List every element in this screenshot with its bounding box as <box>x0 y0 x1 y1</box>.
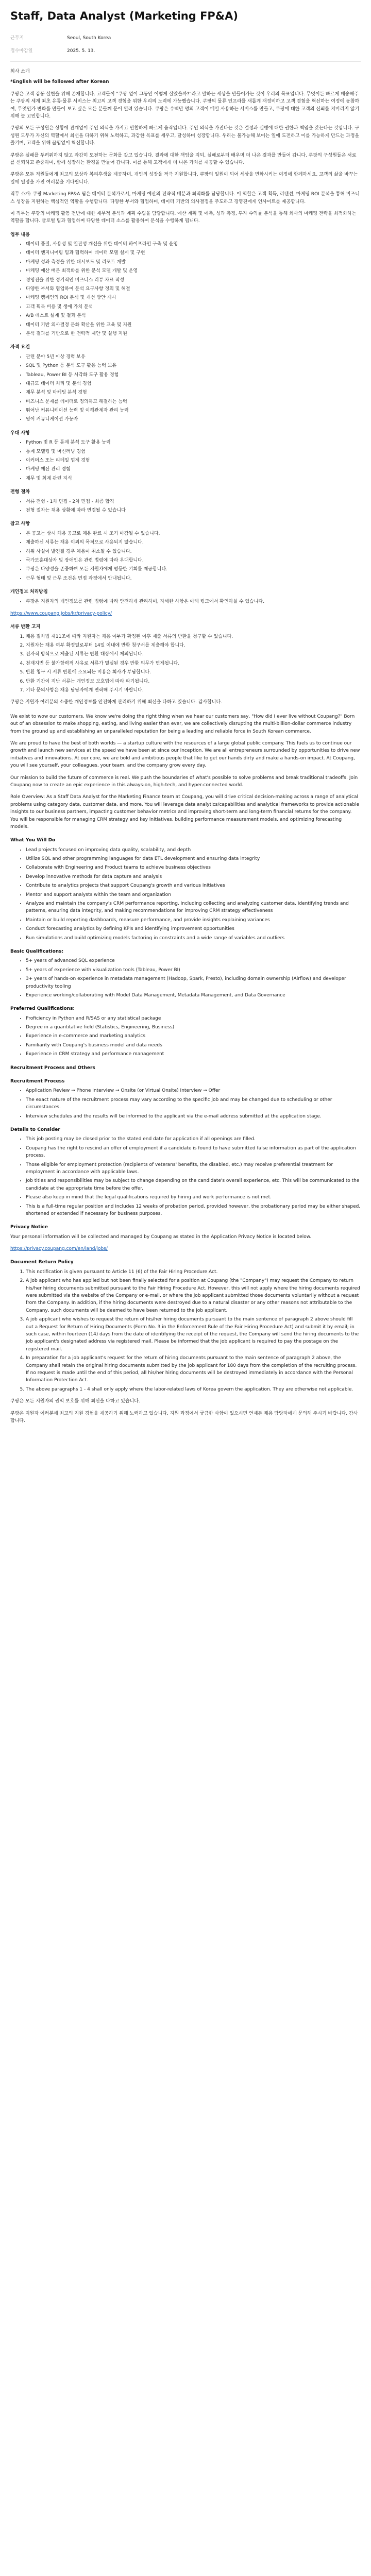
list-item: • Please also keep in mind that the legal qualifications required by hiring and work performance is not met. <box>26 1194 361 1201</box>
list-item: • Mentor and support analysts within the team and organization <box>26 891 361 899</box>
process-list <box>10 498 361 515</box>
recruitment-subheading: Recruitment Process <box>10 1079 65 1084</box>
about-paragraph: Our mission to build the future of commerce is real. We push the boundaries of what's possible to solve problems and break traditional tradeoffs. Join Coupang now to create an epic experience in this always-on, high-tech, and hyper-connected world. <box>10 775 358 788</box>
meta-value: Seoul, South Korea <box>67 36 111 41</box>
slogan: *English will be followed after Korean <box>10 79 109 85</box>
duties-heading: 업무 내용 <box>10 232 30 238</box>
privacy-link[interactable]: https://www.coupang.jobs/kr/privacy-policy/ <box>10 611 112 616</box>
about-paragraph: 쿠팡은 실패를 두려워하지 않고 과감히 도전하는 문화를 갖고 있습니다. 결과에 대한 책임을 지되, 실패로부터 배우며 더 나은 결과를 만들어 갑니다. 쿠팡의 구성원들은 서로를 신뢰하고 존중하며, 함께 성장하는 환경을 만들어 갑니다. 이를 통해 고객에게 더 나은 가치를 제공할 수 있습니다. <box>10 152 357 165</box>
list-item: 2. 지원자는 채용 여부 확정일로부터 14일 이내에 반환 청구서를 제출해야 합니다. <box>26 642 361 649</box>
privacy-link-wrap <box>10 610 361 617</box>
list-item: • 5+ years of experience with visualization tools (Tableau, Power BI) <box>26 967 361 974</box>
list-item: 3. 전자적 방식으로 제출된 서류는 반환 대상에서 제외됩니다. <box>26 651 361 658</box>
meta-value: 2025. 5. 13. <box>67 48 95 54</box>
privacy-text: Your personal information will be collected and managed by Coupang as stated in the Application Privacy Notice is located below. <box>10 1234 312 1240</box>
requirements-heading: Basic Qualifications: <box>10 948 64 954</box>
list-item: • 마케팅 예산 관리 경험 <box>26 466 361 473</box>
list-item: 4. 천재지변 등 불가항력적 사유로 서류가 멸실된 경우 반환 의무가 면제됩니다. <box>26 660 361 667</box>
list-item: • Collaborate with Engineering and Product teams to achieve business objectives <box>26 864 361 871</box>
about-paragraph: 쿠팡의 모든 구성원은 상황에 관계없이 주인 의식을 가지고 민첩하게 빠르게 움직입니다. 주인 의식을 가진다는 것은 결정과 실행에 대한 권한과 책임을 갖는다는 것입니다. 구성원 모두가 자신의 역할에서 최선을 다하기 위해 노력하고, 과감한 목표를 세우고, 달성하며 성장합니다. 우리는 불가능해 보이는 일에 도전하고 이를 가능하게 만드는 과정을 즐기며, 고객을 위해 끊임없이 혁신합니다. <box>10 126 360 146</box>
list-item: • Python 및 R 등 통계 분석 도구 활용 능력 <box>26 439 361 446</box>
list-item: 3. A job applicant who wishes to request the return of his/her hiring documents pursuant to the main sentence of paragraph 2 above should fill out a Request for Return of Hiring Documents (Form No. 3 in the Enforcement Rule of the Fair Hiring Procedure Act) and submit it by email; in such case, within fourteen (14) days from the date of identifying the receipt of the request, the Company will send the hiring documents to the job applicant's designated address via registered mail. Please be informed that the job applicant is required to pay the postage on the registered mail. <box>26 1316 361 1353</box>
role-paragraph: Role Overview: As a Staff Data Analyst for the Marketing Finance team at Coupang, you will drive critical decision-making across a range of analytical problems using category data, customer data, and more. You will leverage data analytics/capabilities and analytical frameworks to provide actionable insights to our business partners, impacting customer behavior metrics and improving short-term and long-term financial returns for the company. You will be responsible for managing CRM strategy and key initiatives, building performance measurement models, and optimizing forecasting models. <box>10 794 360 829</box>
list-item: • 재무 분석 및 마케팅 분석 경험 <box>26 389 361 396</box>
list-item: • 재무 및 회계 관련 지식 <box>26 475 361 482</box>
list-item: • 대규모 데이터 처리 및 분석 경험 <box>26 380 361 387</box>
list-item: • Conduct forecasting analytics by defining KPIs and identifying improvement opportunities <box>26 925 361 933</box>
privacy-list <box>10 598 361 605</box>
requirements-heading: 자격 요건 <box>10 345 30 350</box>
preferred-heading: Preferred Qualifications: <box>10 1006 75 1012</box>
list-item: 5. The above paragraphs 1 - 4 shall only apply where the labor-related laws of Korea govern the application. They are otherwise not applicable. <box>26 1386 361 1393</box>
divider <box>10 61 361 62</box>
list-item: • Tableau, Power BI 등 시각화 도구 활용 경험 <box>26 371 361 379</box>
list-item: 1. This notification is given pursuant to Article 11 (6) of the Fair Hiring Procedure Act. <box>26 1268 361 1276</box>
list-item: • 전형 절차는 채용 상황에 따라 변경될 수 있습니다 <box>26 507 361 514</box>
details-heading: Details to Consider <box>10 1127 60 1132</box>
list-item: • Develop innovative methods for data capture and analysis <box>26 873 361 880</box>
closing-paragraph: 쿠팡은 모든 지원자의 권익 보호를 위해 최선을 다하고 있습니다. <box>10 1399 140 1404</box>
meta-key: 근무지 <box>10 36 24 41</box>
meta-key: 접수마감일 <box>10 48 33 54</box>
list-item: • Those eligible for employment protection (recipients of veterans' benefits, the disabled, etc.) may receive preferential treatment for employment in accordance with applicable laws. <box>26 1161 361 1176</box>
list-item: • 마케팅 예산 배분 최적화를 위한 분석 모델 개발 및 운영 <box>26 267 361 275</box>
meta-row-location <box>10 32 361 44</box>
list-item: • Contribute to analytics projects that support Coupang's growth and various initiatives <box>26 882 361 889</box>
list-item: • 비즈니스 문제를 데이터로 정의하고 해결하는 능력 <box>26 398 361 405</box>
list-item: • Proficiency in Python and R/SAS or any statistical package <box>26 1015 361 1022</box>
meta-row-deadline <box>10 45 361 57</box>
list-item: • 5+ years of advanced SQL experience <box>26 957 361 964</box>
korean-description <box>10 78 361 706</box>
list-item: • Maintain or build reporting dashboards, measure performance, and provide insights explaining variances <box>26 917 361 924</box>
list-item: • The exact nature of the recruitment process may vary according to the specific job and may be changed due to scheduling or other circumstances. <box>26 1096 361 1111</box>
list-item: • 3+ years of hands-on experience in metadata management (Hadoop, Spark, Presto), including domain ownership (Airflow) and developer productivity tooling <box>26 975 361 990</box>
about-paragraph: We exist to wow our customers. We know we're doing the right thing when we hear our customers say, "How did I ever live without Coupang?" Born out of an obsession to make shopping, eating, and living easier than ever, we are collectively disrupting the multi-billion-dollar commerce industry from the ground up and establishing an unparalleled reputation for being a leading and reliable force in South Korean commerce. <box>10 714 355 734</box>
list-item: • 관련 분야 5년 이상 경력 보유 <box>26 353 361 361</box>
list-item: • 고객 획득 비용 및 생애 가치 분석 <box>26 303 361 311</box>
list-item: • Experience in CRM strategy and performance management <box>26 1050 361 1058</box>
list-item: • Job titles and responsibilities may be subject to change depending on the candidate's overall experience, etc. This will be communicated to the candidate at the appropriate time before the offer. <box>26 1177 361 1192</box>
requirements-list <box>10 353 361 423</box>
document-return-list <box>10 1268 361 1393</box>
list-item: • 통계 모델링 및 머신러닝 경험 <box>26 448 361 455</box>
list-item: 2. A job applicant who has applied but not been finally selected for a position at Coupang (the "Company") may request the Company to return his/her hiring documents submitted pursuant to the Fair Hiring Procedure Act. However, this will not apply where the hiring documents required were submitted via the website of the Company or e-mail, or where the job applicant submitted those documents voluntarily without a request from the Company. In addition, if the hiring documents were destroyed due to a natural disaster or any other reasons not attributable to the Company, such documents will be deemed to have been returned to the job applicant. <box>26 1277 361 1314</box>
list-item: • 본 공고는 상시 채용 공고로 채용 완료 시 조기 마감될 수 있습니다. <box>26 530 361 537</box>
list-item: • Application Review → Phone Interview → Onsite (or Virtual Onsite) Interview → Offer <box>26 1087 361 1094</box>
document-return-list <box>10 633 361 694</box>
list-item: • Analyze and maintain the company's CRM performance reporting, including collecting and analyzing customer data, identifying trends and patterns, ensuring data integrity, and making recommendations for improving CRM strategy effectiveness <box>26 900 361 915</box>
list-item: 7. 기타 문의사항은 채용 담당자에게 연락해 주시기 바랍니다. <box>26 687 361 694</box>
recruitment-heading: Recruitment Process and Others <box>10 1065 95 1071</box>
list-item: • 뛰어난 커뮤니케이션 능력 및 이해관계자 관리 능력 <box>26 407 361 414</box>
list-item: • 서류 전형 - 1차 면접 - 2차 면접 - 최종 합격 <box>26 498 361 505</box>
privacy-heading: 개인정보 처리방침 <box>10 589 48 595</box>
list-item: • 국가보훈대상자 및 장애인은 관련 법령에 따라 우대합니다. <box>26 557 361 564</box>
preferred-heading: 우대 사항 <box>10 430 30 436</box>
list-item: • 영어 커뮤니케이션 가능자 <box>26 416 361 423</box>
preferred-list <box>10 439 361 482</box>
list-item: • Interview schedules and the results will be informed to the applicant via the e-mail address submitted at the application stage. <box>26 1113 361 1120</box>
list-item: • 마케팅 성과 측정을 위한 대시보드 및 리포트 개발 <box>26 259 361 266</box>
role-paragraph: 이 직무는 쿠팡의 마케팅 활동 전반에 대한 재무적 분석과 계획 수립을 담당합니다. 예산 계획 및 예측, 성과 측정, 투자 수익률 분석을 통해 회사의 마케팅 전략을 최적화하는 역할을 합니다. 글로벌 팀과 협업하며 다양한 데이터 소스를 활용하여 분석을 수행하게 됩니다. <box>10 211 357 224</box>
requirements-list <box>10 957 361 999</box>
list-item: • Degree in a quantitative field (Statistics, Engineering, Business) <box>26 1024 361 1031</box>
privacy-text: • 쿠팡은 지원자의 개인정보를 관련 법령에 따라 안전하게 관리하며, 자세한 사항은 아래 링크에서 확인하실 수 있습니다. <box>26 598 361 605</box>
list-item: • 분석 결과를 기반으로 한 전략적 제안 및 실행 지원 <box>26 330 361 337</box>
list-item: 4. In preparation for a job applicant's request for the return of hiring documents pursuant to the main sentence of paragraph 2 above, the Company shall retain the original hiring documents submitted by the job applicant for 180 days from the completion of the recruiting process. If no request is made until the end of this period, all his/her hiring documents will be destroyed immediately in accordance with the Personal Information Protection Act. <box>26 1354 361 1384</box>
list-item: • SQL 및 Python 등 분석 도구 활용 능력 보유 <box>26 362 361 369</box>
list-item: • Utilize SQL and other programming languages for data ETL development and ensuring data integrity <box>26 855 361 862</box>
list-item: • 근무 형태 및 근무 조건은 면접 과정에서 안내됩니다. <box>26 575 361 582</box>
list-item: • 데이터 품질, 사용성 및 일관성 개선을 위한 데이터 파이프라인 구축 및 운영 <box>26 241 361 248</box>
list-item: • Experience in e-commerce and marketing analytics <box>26 1032 361 1040</box>
closing-paragraph: 쿠팡은 지원자 여러분의 소중한 개인정보를 안전하게 관리하기 위해 최선을 다하고 있습니다. 감사합니다. <box>10 700 223 705</box>
list-item: • 허위 사실이 발견될 경우 채용이 취소될 수 있습니다. <box>26 548 361 555</box>
list-item: • This job posting may be closed prior to the stated end date for application if all openings are filled. <box>26 1136 361 1143</box>
duties-list <box>10 241 361 337</box>
recruitment-list <box>10 1087 361 1120</box>
english-description <box>10 713 361 1425</box>
closing-paragraph: 쿠팡은 지원자 여러분께 최고의 지원 경험을 제공하기 위해 노력하고 있습니다. 지원 과정에서 궁금한 사항이 있으시면 언제든 채용 담당자에게 문의해 주시기 바랍니다. 감사합니다. <box>10 1411 358 1423</box>
duties-list <box>10 846 361 942</box>
role-paragraph: 직무 소개: 쿠팡 Marketing FP&A 팀은 데이터 분석가로서, 마케팅 예산의 전략적 배분과 최적화를 담당합니다. 이 역할은 고객 획득, 리텐션, 마케팅 ROI 분석을 통해 비즈니스 성장을 지원하는 핵심적인 역할을 수행합니다. 다양한 부서와 협업하며, 데이터 기반의 의사결정을 주도하고 경영진에게 인사이트를 제공합니다. <box>10 192 360 205</box>
list-item: • A/B 테스트 설계 및 결과 분석 <box>26 312 361 319</box>
page-title: Staff, Data Analyst (Marketing FP&A) <box>10 10 238 22</box>
job-meta-table <box>10 32 361 57</box>
notice-list <box>10 530 361 582</box>
duties-heading: What You Will Do <box>10 838 56 843</box>
list-item: • Familiarity with Coupang's business model and data needs <box>26 1042 361 1049</box>
list-item: • Coupang has the right to rescind an offer of employment if a candidate is found to have submitted false information as part of the application process. <box>26 1145 361 1160</box>
list-item: • 경영진을 위한 정기적인 비즈니스 리뷰 자료 작성 <box>26 277 361 284</box>
about-paragraph: 쿠팡은 모든 직원들에게 최고의 보상과 복리후생을 제공하며, 개인의 성장을 적극 지원합니다. 쿠팡의 일원이 되어 세상을 변화시키는 여정에 함께하세요. 고객의 삶을 바꾸는 일에 열정을 가진 여러분을 기다립니다. <box>10 172 358 185</box>
section-label: 회사 소개 <box>10 69 30 75</box>
about-paragraph: We are proud to have the best of both worlds — a startup culture with the resources of a large global public company. This fuels us to continue our growth and launch new services at the speed we have been at since our inception. We are all entrepreneurs surrounded by opportunities to drive new initiatives and innovations. At our core, we are bold and ambitious people that like to get our hands dirty and make a hands-on impact. At Coupang, you will see yourself, your colleagues, your team, and the company grow every day. <box>10 740 360 769</box>
list-item: 5. 반환 청구 시 서류 반환에 소요되는 비용은 회사가 부담합니다. <box>26 669 361 676</box>
list-item: • Experience working/collaborating with Model Data Management, Metadata Management, and Data Governance <box>26 992 361 999</box>
list-item: • 데이터 기반 의사결정 문화 확산을 위한 교육 및 지원 <box>26 321 361 329</box>
list-item: 1. 채용 절차법 제11조에 따라 지원자는 채용 여부가 확정된 이후 제출 서류의 반환을 청구할 수 있습니다. <box>26 633 361 640</box>
preferred-list <box>10 1015 361 1058</box>
details-list <box>10 1136 361 1217</box>
list-item: • This is a full-time regular position and includes 12 weeks of probation period, provided however, the probationary period may be either shaped, shortened or extended if necessary for business purposes. <box>26 1203 361 1218</box>
privacy-heading: Privacy Notice <box>10 1225 48 1230</box>
list-item: • Lead projects focused on improving data quality, scalability, and depth <box>26 846 361 854</box>
notice-heading: 참고 사항 <box>10 521 30 527</box>
list-item: • 데이터 엔지니어링 팀과 협력하여 데이터 모델 설계 및 구현 <box>26 249 361 257</box>
list-item: • 제출하신 서류는 채용 이외의 목적으로 사용되지 않습니다. <box>26 539 361 546</box>
list-item: • 마케팅 캠페인의 ROI 분석 및 개선 방안 제시 <box>26 294 361 301</box>
about-paragraph: 쿠팡은 고객 감동 실현을 위해 존재합니다. 고객들이 "쿠팡 없이 그동안 어떻게 살았을까?"라고 말하는 세상을 만들어가는 것이 우리의 목표입니다. 무엇이든 빠르게 배송해주는 쿠팡의 세계 최초 유통·물류 서비스는 최고의 고객 경험을 위한 우리의 노력에 가능했습니다. 쿠팡의 물류 인프라를 새롭게 재정비하고 고객 경험을 혁신하는 여정에 동참하여, 무엇인가 변화를 만들어 보고 싶은 모든 분들께 문이 열려 있습니다. 쿠팡은 수백만 명의 고객이 매일 사용하는 서비스를 만들고, 쿠팡에 대한 고객의 신뢰를 저버리지 않기 위해 늘 고민합니다. <box>10 91 360 119</box>
list-item: • 쿠팡은 다양성을 존중하며 모든 지원자에게 평등한 기회를 제공합니다. <box>26 566 361 573</box>
list-item: 6. 반환 기간이 지난 서류는 개인정보 보호법에 따라 파기됩니다. <box>26 678 361 685</box>
process-heading: 전형 절차 <box>10 489 30 495</box>
privacy-link-wrap <box>10 1245 361 1252</box>
list-item: • Run simulations and build optimizing models factoring in constraints and a wide range of variables and outliers <box>26 935 361 942</box>
document-return-heading: 서류 반환 고지 <box>10 624 41 630</box>
privacy-link[interactable]: https://privacy.coupang.com/en/land/jobs/ <box>10 1246 108 1252</box>
list-item: • 이커머스 또는 리테일 업계 경험 <box>26 457 361 464</box>
list-item: • 다양한 부서와 협업하여 분석 요구사항 정의 및 해결 <box>26 285 361 293</box>
document-return-heading: Document Return Policy <box>10 1260 74 1265</box>
